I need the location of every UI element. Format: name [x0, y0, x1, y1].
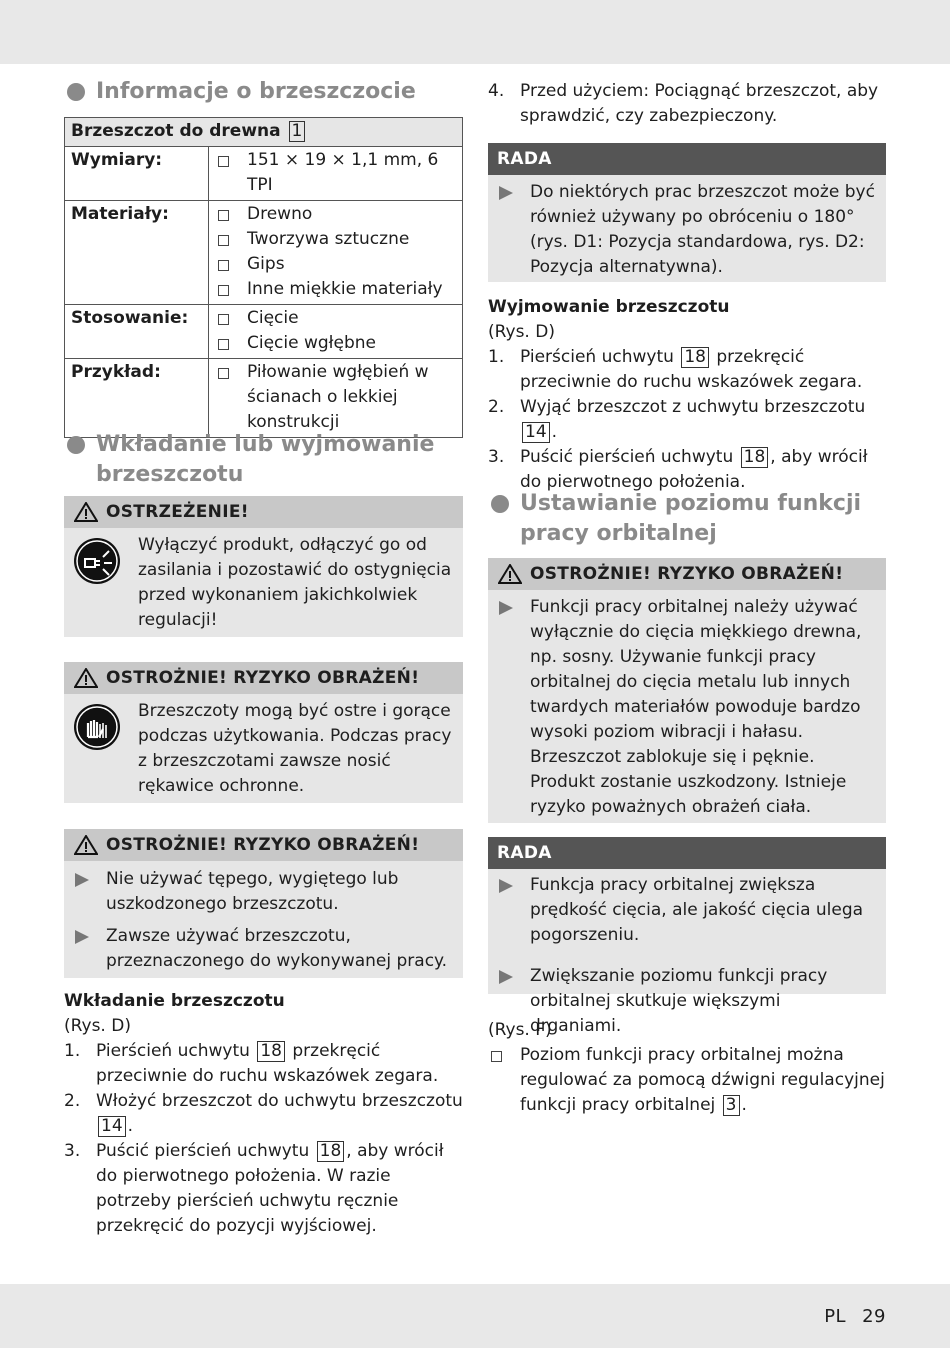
arrow-right-icon: [75, 873, 89, 887]
table-row: Materiały: Drewno Tworzywa sztuczne Gips Inne miękkie materiały: [65, 201, 463, 305]
remove-steps: [488, 345, 886, 495]
figure-ref: (Rys. D): [64, 1016, 131, 1036]
arrow-right-icon: [499, 879, 513, 893]
list-item: 1. Pierścień uchwytu 18 przekręcić przeciwnie do ruchu wskazówek zegara.: [488, 347, 863, 392]
warning-text: Wyłączyć produkt, odłączyć go od zasilania i pozostawić do ostygnięcia przed wykonaniem jakichkolwiek regulacji!: [138, 535, 452, 630]
warning-triangle-icon: [74, 668, 98, 688]
section-heading-insert-remove: Wkładanie lub wyjmowanie brzeszczotu: [64, 430, 476, 490]
arrow-right-icon: [499, 601, 513, 615]
blade-spec-table: [64, 117, 463, 438]
tip-header: RADA: [488, 143, 886, 175]
list-item: 4. Przed użyciem: Pociągnąć brzeszczot, aby sprawdzić, czy zabezpieczony.: [488, 81, 879, 126]
bullet-dot-icon: [67, 83, 85, 101]
subheading-insert: Wkładanie brzeszczotu: [64, 991, 285, 1011]
warning-triangle-icon: [498, 564, 522, 584]
figure-ref: (Rys. F): [488, 1020, 552, 1040]
arrow-right-icon: [499, 186, 513, 200]
tip-header: RADA: [488, 837, 886, 869]
warning-triangle-icon: [74, 502, 98, 522]
list-item: Zwiększanie poziomu funkcji pracy orbitalnej skutkuje większymi drganiami.: [488, 964, 886, 1039]
list-item: Poziom funkcji pracy orbitalnej można regulować za pomocą dźwigni regulacyjnej funkcji pracy orbitalnej 3 .: [488, 1043, 886, 1118]
caution-box: [64, 829, 463, 978]
step-4: [488, 79, 886, 129]
bullet-dot-icon: [491, 495, 509, 513]
caution-header: OSTROŻNIE! RYZYKO OBRAŻEŃ!: [64, 829, 463, 861]
warning-header: OSTRZEŻENIE!: [64, 496, 463, 528]
section-heading-orbital: Ustawianie poziomu funkcji pracy orbitalnej: [488, 489, 910, 549]
unplug-icon: [73, 537, 121, 585]
figure-ref: (Rys. D): [488, 322, 555, 342]
list-item: Zawsze używać brzeszczotu, przeznaczonego do wykonywanej pracy.: [64, 924, 463, 974]
list-item: 2. Wyjąć brzeszczot z uchwytu brzeszczotu 14 .: [488, 397, 866, 442]
list-item: Do niektórych prac brzeszczot może być również używany po obróceniu o 180° (rys. D1: Pozycja standardowa, rys. D2: Pozycja alternatywna).: [488, 180, 886, 280]
list-item: Funkcji pracy orbitalnej należy używać wyłącznie do cięcia miękkiego drewna, np. sosny. Używanie funkcji pracy orbitalnej do cięcia metalu lub innych twardych materiałów powoduje bardzo wysoki poziom wibracji i hałasu. Brzeszczot zablokuje się i pęknie. Produkt zostanie uszkodzony. Istnieje ryzyko poważnych obrażeń ciała.: [488, 595, 886, 820]
tip-box: [488, 143, 886, 282]
footer-band: [0, 1284, 950, 1348]
page-number: PL 29: [824, 1306, 886, 1327]
subheading-remove: Wyjmowanie brzeszczotu: [488, 297, 730, 317]
table-row: Wymiary: 151 × 19 × 1,1 mm, 6 TPI: [65, 147, 463, 201]
gloves-icon: [73, 703, 121, 751]
list-item: 3. Puścić pierścień uchwytu 18 , aby wrócił do pierwotnego położenia. W razie potrzeby pierścień uchwytu ręcznie przekręcić do pozycji wyjściowej.: [64, 1141, 444, 1236]
top-band: [0, 0, 950, 64]
list-item: 2. Włożyć brzeszczot do uchwytu brzeszczotu 14 .: [64, 1091, 463, 1136]
arrow-right-icon: [499, 970, 513, 984]
arrow-right-icon: [75, 930, 89, 944]
list-item: Funkcja pracy orbitalnej zwiększa prędkość cięcia, ale jakość cięcia ulega pogorszeniu.: [488, 873, 886, 948]
bullet-dot-icon: [67, 436, 85, 454]
caution-header: OSTROŻNIE! RYZYKO OBRAŻEŃ!: [64, 662, 463, 694]
warning-box: [64, 496, 463, 637]
table-row: Przykład: Piłowanie wgłębień w ścianach o lekkiej konstrukcji: [65, 359, 463, 438]
table-row: Stosowanie: Cięcie Cięcie wgłębne: [65, 305, 463, 359]
caution-box: [64, 662, 463, 803]
section-heading-blade-info: Informacje o brzeszczocie: [64, 77, 495, 107]
caution-text: Brzeszczoty mogą być ostre i gorące podczas użytkowania. Podczas pracy z brzeszczotami zawsze nosić rękawice ochronne.: [138, 701, 452, 796]
warning-triangle-icon: [74, 835, 98, 855]
table-title: Brzeszczot do drewna 1: [65, 118, 463, 147]
caution-header: OSTROŻNIE! RYZYKO OBRAŻEŃ!: [488, 558, 886, 590]
list-item: Nie używać tępego, wygiętego lub uszkodzonego brzeszczotu.: [64, 867, 463, 917]
caution-box: [488, 558, 886, 823]
insert-steps: [64, 1039, 463, 1239]
list-item: 1. Pierścień uchwytu 18 przekręcić przeciwnie do ruchu wskazówek zegara.: [64, 1041, 439, 1086]
list-item: 3. Puścić pierścień uchwytu 18 , aby wrócił do pierwotnego położenia.: [488, 447, 868, 492]
